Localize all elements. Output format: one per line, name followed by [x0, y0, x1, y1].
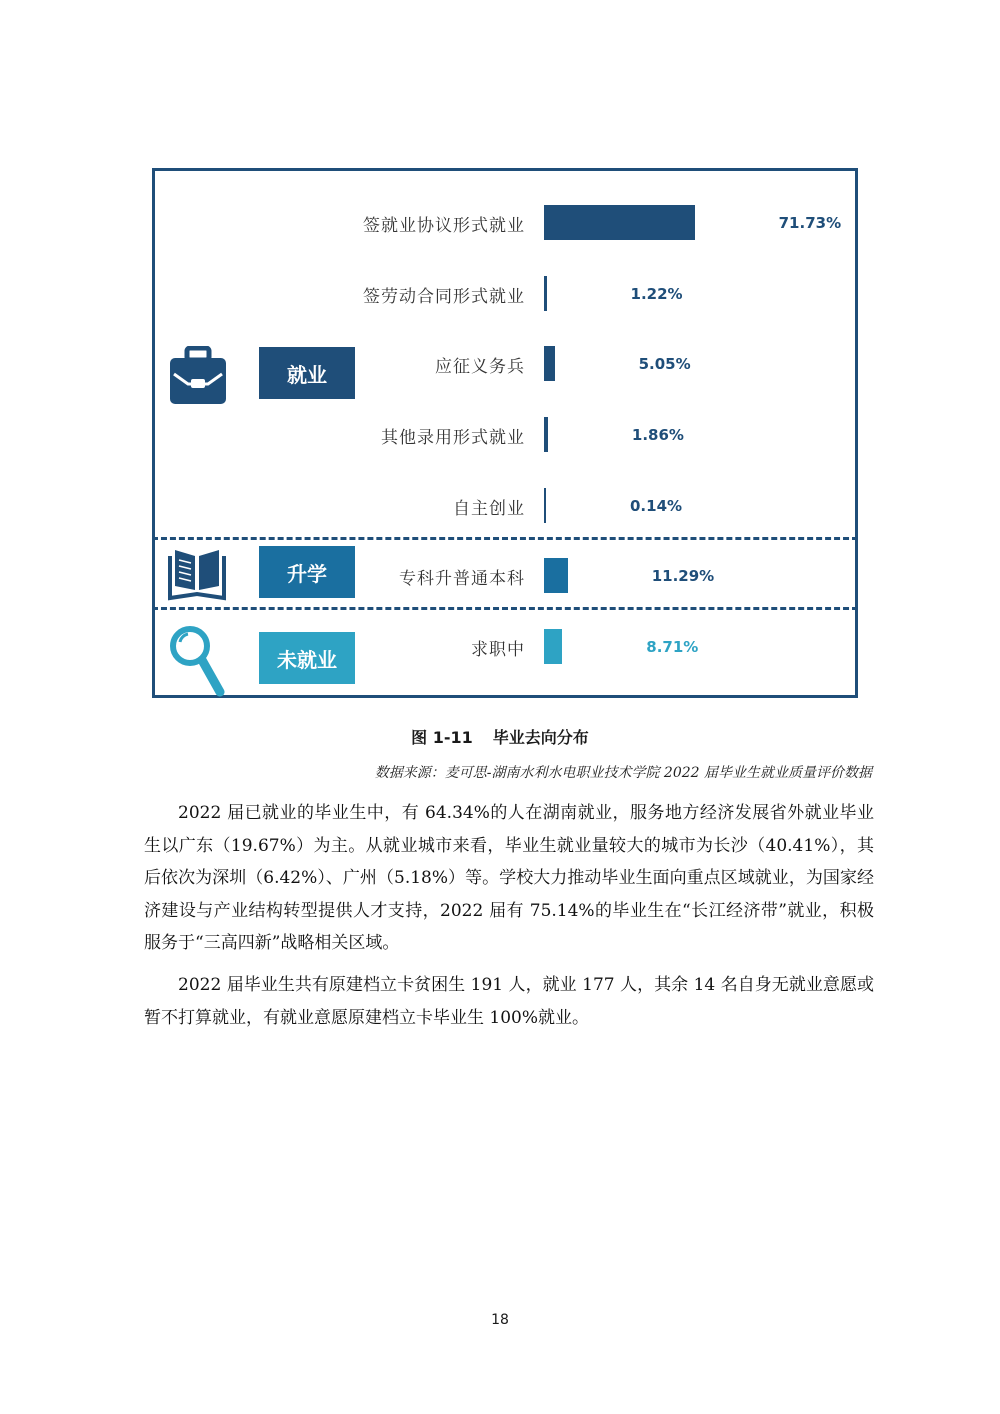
bar-value-label: 71.73%	[778, 214, 842, 232]
magnifier-icon	[168, 624, 226, 698]
figure-number: 图 1-11	[411, 728, 473, 747]
category-label: 专科升普通本科	[399, 569, 525, 589]
category-label: 签劳动合同形式就业	[363, 287, 525, 307]
bar-value-label: 1.86%	[631, 426, 684, 444]
bar-job-seeking	[544, 629, 562, 664]
category-label: 求职中	[471, 640, 525, 660]
category-label: 自主创业	[453, 499, 525, 519]
bar-bachelor-upgrade	[544, 558, 568, 593]
group-label-employed: 就业	[259, 347, 355, 399]
bar-military-service	[544, 346, 555, 381]
bar-signed-agreement	[544, 205, 695, 240]
group-label-further-study: 升学	[259, 546, 355, 598]
data-source-note: 数据来源：麦可思-湖南水利水电职业技术学院 2022 届毕业生就业质量评价数据	[374, 765, 872, 781]
body-paragraph: 2022 届毕业生共有原建档立卡贫困生 191 人，就业 177 人，其余 14 名自身无就业意愿或暂不打算就业，有就业意愿原建档立卡毕业生 100%就业。	[144, 975, 874, 1028]
bar-value-label: 8.71%	[646, 638, 699, 656]
figure-title: 毕业去向分布	[492, 728, 589, 747]
body-paragraph: 2022 届已就业的毕业生中，有 64.34%的人在湖南就业，服务地方经济发展省外就业毕业生以广东（19.67%）为主。从就业城市来看，毕业生就业量较大的城市为长沙（40.41%），其后依次为深圳（6.42%）、广州（5.18%）等。学校大力推动毕业生面向重点区域就业，为国家经济建设与产业结构转型提供人才支持，2022 届有 75.14%的毕业生在“长江经济带”就业，积极服务于“三高四新”战略相关区域。	[144, 803, 874, 953]
category-label: 应征义务兵	[435, 357, 525, 377]
group-label-unemployed: 未就业	[259, 632, 355, 684]
group-separator	[152, 607, 858, 610]
book-icon	[166, 546, 228, 602]
bar-value-label: 5.05%	[638, 355, 691, 373]
bar-value-label: 1.22%	[630, 285, 683, 303]
bar-value-label: 0.14%	[630, 497, 683, 515]
page-number: 18	[491, 1312, 509, 1328]
group-separator	[152, 537, 858, 540]
category-label: 签就业协议形式就业	[363, 216, 525, 236]
figure-caption	[0, 725, 1000, 748]
bar-other-employment	[544, 417, 548, 452]
bar-self-employed	[544, 488, 546, 523]
bar-labor-contract	[544, 276, 547, 311]
category-label: 其他录用形式就业	[381, 428, 525, 448]
briefcase-icon	[168, 346, 228, 406]
bar-value-label: 11.29%	[651, 567, 715, 585]
